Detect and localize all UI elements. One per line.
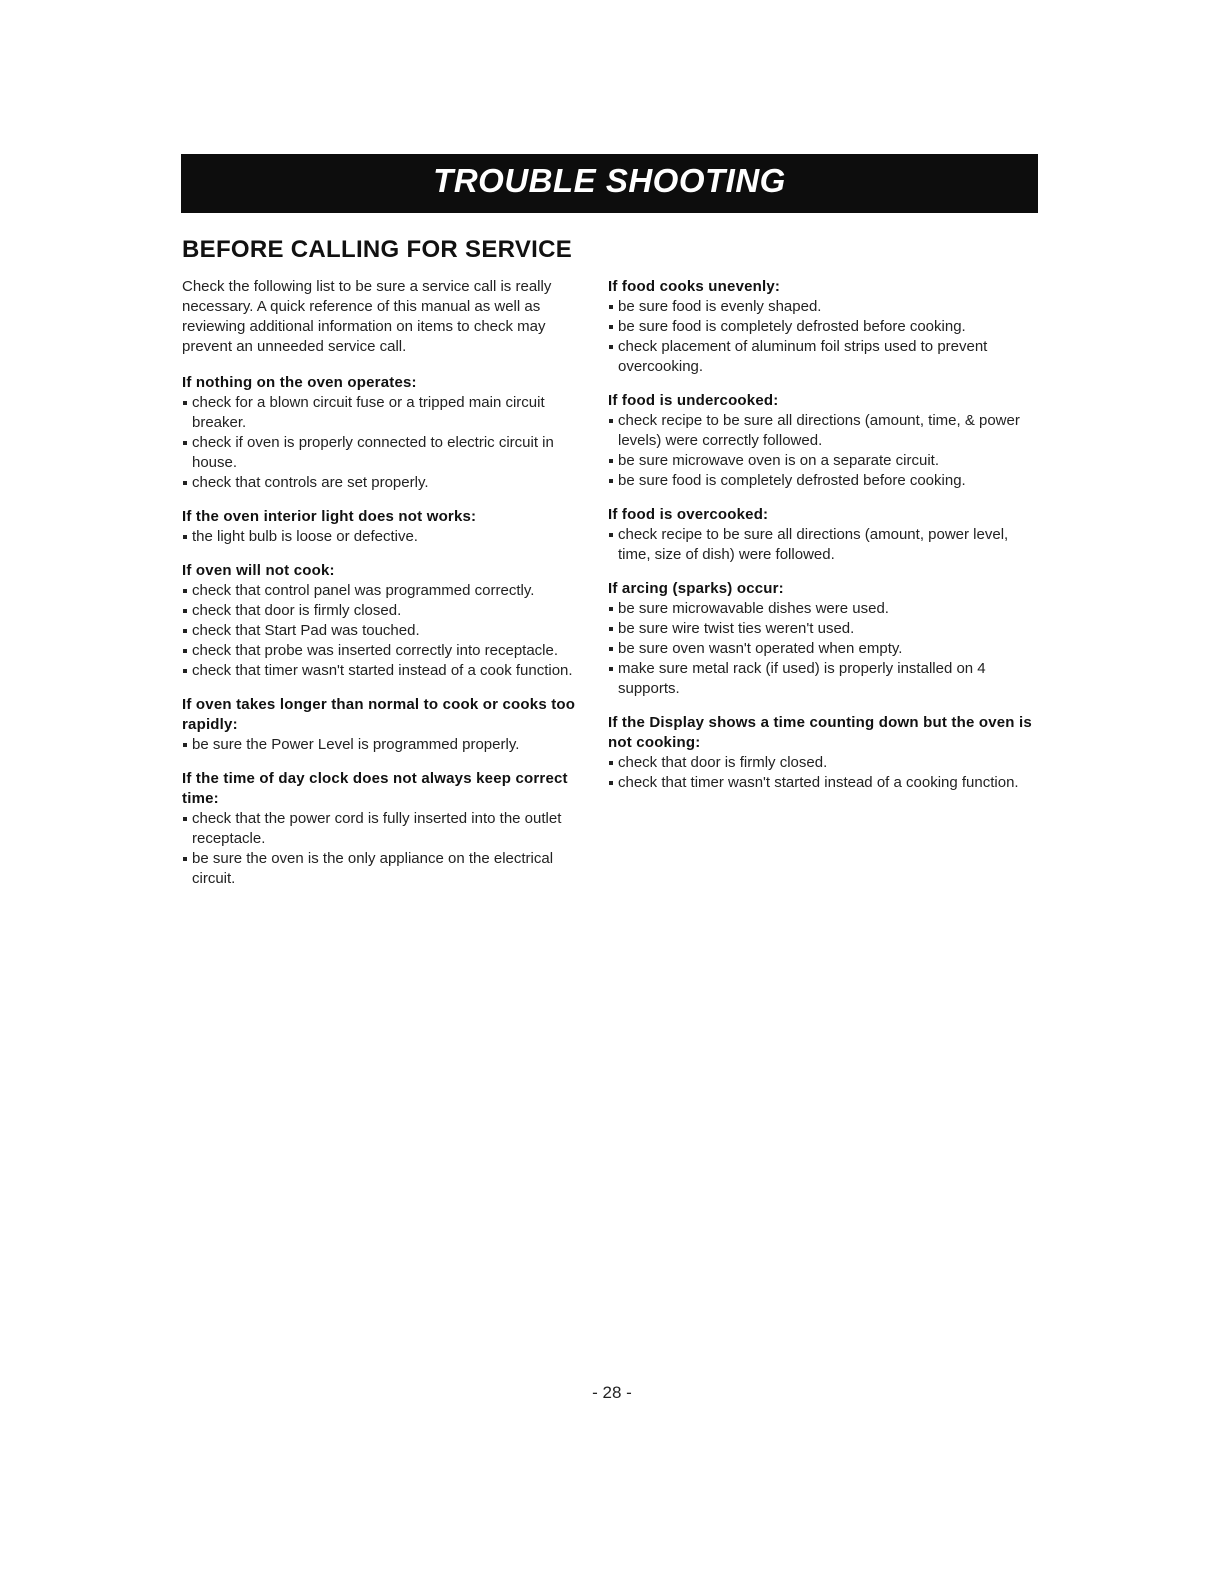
left-column [182, 277, 592, 903]
problem-heading: If the oven interior light does not works: [182, 508, 477, 525]
problem-heading: If arcing (sparks) occur: [608, 580, 784, 597]
check-item: be sure oven wasn't operated when empty. [608, 639, 1038, 659]
left-troubleshooting-list [182, 373, 592, 889]
check-list [608, 297, 1038, 377]
check-item: check that controls are set properly. [182, 473, 592, 493]
check-item: check if oven is properly connected to electric circuit in house. [182, 433, 592, 473]
troubleshooting-block [608, 713, 1038, 793]
check-item: check that door is firmly closed. [182, 601, 592, 621]
check-list [182, 581, 592, 681]
problem-heading: If oven takes longer than normal to cook or cooks too rapidly: [182, 696, 576, 733]
troubleshooting-block [608, 391, 1038, 491]
problem-heading: If the Display shows a time counting down but the oven is not cooking: [608, 714, 1032, 751]
check-list [182, 735, 592, 755]
check-item: check for a blown circuit fuse or a tripped main circuit breaker. [182, 393, 592, 433]
check-item: be sure wire twist ties weren't used. [608, 619, 1038, 639]
check-item: check that probe was inserted correctly into receptacle. [182, 641, 592, 661]
section-heading: BEFORE CALLING FOR SERVICE [182, 236, 573, 263]
check-item: check placement of aluminum foil strips used to prevent overcooking. [608, 337, 1038, 377]
check-item: be sure food is completely defrosted before cooking. [608, 471, 1038, 491]
check-item: check that control panel was programmed correctly. [182, 581, 592, 601]
problem-heading: If oven will not cook: [182, 562, 335, 579]
check-list [182, 809, 592, 889]
check-list [182, 527, 592, 547]
problem-heading: If the time of day clock does not always keep correct time: [182, 770, 568, 807]
check-item: check recipe to be sure all directions (amount, power level, time, size of dish) were followed. [608, 525, 1038, 565]
check-item: check that Start Pad was touched. [182, 621, 592, 641]
right-troubleshooting-list [608, 277, 1038, 793]
page-title: TROUBLE SHOOTING [433, 161, 786, 199]
problem-heading: If nothing on the oven operates: [182, 374, 417, 391]
intro-paragraph: Check the following list to be sure a service call is really necessary. A quick reference of this manual as well as reviewing additional information on items to check may prevent an unneeded service call. [182, 278, 552, 355]
check-list [608, 599, 1038, 699]
troubleshooting-block [608, 579, 1038, 699]
right-column [608, 277, 1038, 807]
check-list [608, 525, 1038, 565]
troubleshooting-block [182, 695, 592, 755]
check-item: check that door is firmly closed. [608, 753, 1038, 773]
check-item: be sure food is completely defrosted before cooking. [608, 317, 1038, 337]
problem-heading: If food is overcooked: [608, 506, 769, 523]
troubleshooting-block [608, 505, 1038, 565]
troubleshooting-block [182, 507, 592, 547]
check-item: be sure the oven is the only appliance on the electrical circuit. [182, 849, 592, 889]
check-item: be sure food is evenly shaped. [608, 297, 1038, 317]
troubleshooting-block [182, 561, 592, 681]
check-item: check recipe to be sure all directions (amount, time, & power levels) were correctly followed. [608, 411, 1038, 451]
check-item: be sure the Power Level is programmed properly. [182, 735, 592, 755]
check-list [182, 393, 592, 493]
check-item: the light bulb is loose or defective. [182, 527, 592, 547]
check-item: check that the power cord is fully inserted into the outlet receptacle. [182, 809, 592, 849]
check-item: check that timer wasn't started instead of a cook function. [182, 661, 592, 681]
check-list [608, 753, 1038, 793]
check-item: be sure microwavable dishes were used. [608, 599, 1038, 619]
check-item: make sure metal rack (if used) is properly installed on 4 supports. [608, 659, 1038, 699]
problem-heading: If food is undercooked: [608, 392, 779, 409]
check-list [608, 411, 1038, 491]
check-item: check that timer wasn't started instead of a cooking function. [608, 773, 1038, 793]
check-item: be sure microwave oven is on a separate circuit. [608, 451, 1038, 471]
problem-heading: If food cooks unevenly: [608, 278, 781, 295]
troubleshooting-block [182, 373, 592, 493]
page-number: - 28 - [592, 1383, 632, 1402]
troubleshooting-block [608, 277, 1038, 377]
troubleshooting-block [182, 769, 592, 889]
title-banner [181, 154, 1038, 213]
